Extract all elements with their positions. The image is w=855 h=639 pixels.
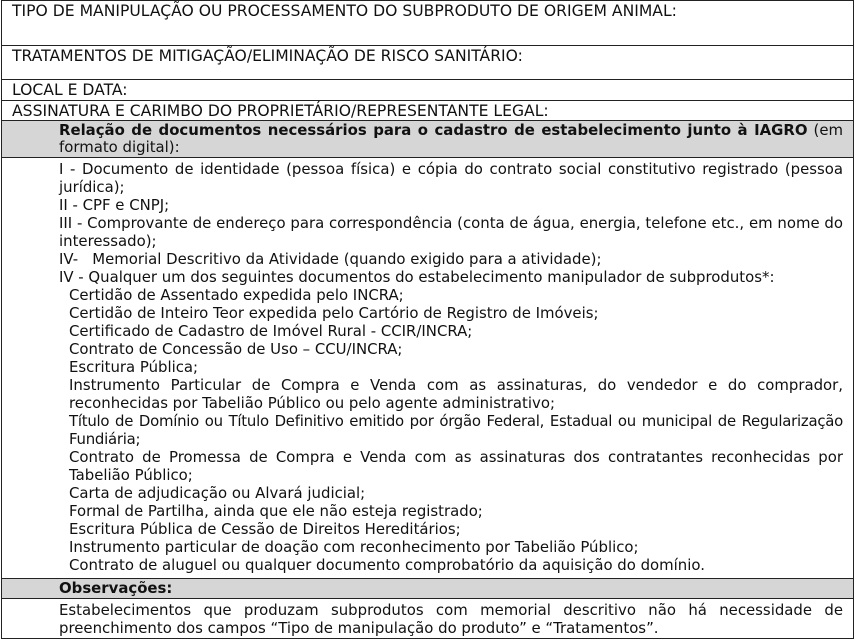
observacoes-heading-row: [2, 579, 854, 599]
observacoes-title: Observações:: [59, 579, 173, 597]
bullet-text: Escritura Pública;: [69, 358, 199, 376]
tratamentos-label: TRATAMENTOS DE MITIGAÇÃO/ELIMINAÇÃO DE RISCO SANITÁRIO:: [12, 47, 523, 65]
bullet-item: [56, 520, 843, 538]
bullet-item: [56, 304, 843, 322]
document-item: IV- Memorial Descritivo da Atividade (quando exigido para a atividade);: [59, 250, 602, 268]
tipo-field[interactable]: [2, 1, 854, 46]
bullet-item: [56, 376, 843, 412]
documents-heading-rest: (em formato digital):: [59, 121, 843, 156]
document-item: IV - Qualquer um dos seguintes documentos do estabelecimento manipulador de subprodutos*:: [59, 268, 775, 286]
document-item: II - CPF e CNPJ;: [59, 196, 170, 214]
bullet-item: [56, 448, 843, 484]
bullet-text: Contrato de Concessão de Uso – CCU/INCRA;: [69, 340, 403, 358]
bullet-item: [56, 286, 843, 304]
documents-list-row: [2, 158, 854, 579]
assinatura-field[interactable]: [2, 101, 854, 121]
documents-heading: [2, 121, 854, 158]
documents-list: [2, 158, 854, 579]
bullet-text: Contrato de Promessa de Compra e Venda com as assinaturas dos contratantes reconhecidas por Tabelião Público;: [69, 448, 843, 484]
bullet-item: [56, 358, 843, 376]
bullet-item: [56, 322, 843, 340]
documents-heading-row: [2, 121, 854, 158]
observacoes-text: Estabelecimentos que produzam subprodutos com memorial descritivo não há necessidade de preenchimento dos campos “Tipo de manipulação do produto” e “Tratamentos”.: [2, 599, 854, 639]
bullet-text: Formal de Partilha, ainda que ele não esteja registrado;: [69, 502, 483, 520]
bullet-item: [56, 484, 843, 502]
registration-form-table: [1, 0, 854, 639]
bullet-text: Certidão de Inteiro Teor expedida pelo Cartório de Registro de Imóveis;: [69, 304, 599, 322]
documents-heading-bold: Relação de documentos necessários para o cadastro de estabelecimento junto à IAGRO: [59, 121, 808, 139]
local-label: LOCAL E DATA:: [12, 81, 128, 99]
bullet-text: Carta de adjudicação ou Alvará judicial;: [69, 484, 366, 502]
local-row: [2, 80, 854, 101]
bullet-text: Certidão de Assentado expedida pelo INCRA;: [69, 286, 404, 304]
bullet-item: [56, 412, 843, 448]
assinatura-label: ASSINATURA E CARIMBO DO PROPRIETÁRIO/REPRESENTANTE LEGAL:: [12, 102, 549, 120]
observacoes-heading: [2, 579, 854, 599]
bullet-text: Título de Domínio ou Título Definitivo emitido por órgão Federal, Estadual ou municipal de Regularização Fundiária;: [69, 412, 843, 448]
bullet-item: [56, 556, 843, 574]
local-data-field[interactable]: [2, 80, 854, 101]
bullet-text: Instrumento Particular de Compra e Venda com as assinaturas, do vendedor e do comprador, reconhecidas por Tabelião Público ou pelo agente administrativo;: [69, 376, 843, 412]
bullet-text: Instrumento particular de doação com reconhecimento por Tabelião Público;: [69, 538, 639, 556]
bullet-item: [56, 340, 843, 358]
bullet-text: Escritura Pública de Cessão de Direitos Hereditários;: [69, 520, 461, 538]
bullet-item: [56, 538, 843, 556]
assinatura-row: [2, 101, 854, 121]
tratamentos-row: [2, 46, 854, 80]
observacoes-body-row: [2, 599, 854, 639]
bullet-text: Contrato de aluguel ou qualquer documento comprobatório da aquisição do domínio.: [69, 556, 705, 574]
tratamentos-field[interactable]: [2, 46, 854, 80]
tipo-row: [2, 1, 854, 46]
bullet-item: [56, 502, 843, 520]
bullet-text: Certificado de Cadastro de Imóvel Rural - CCIR/INCRA;: [69, 322, 473, 340]
document-item: III - Comprovante de endereço para correspondência (conta de água, energia, telefone etc., em nome do interessado);: [59, 214, 843, 250]
document-item: I - Documento de identidade (pessoa física) e cópia do contrato social constitutivo registrado (pessoa jurídica);: [59, 160, 843, 196]
tipo-label: TIPO DE MANIPULAÇÃO OU PROCESSAMENTO DO SUBPRODUTO DE ORIGEM ANIMAL:: [12, 2, 677, 20]
